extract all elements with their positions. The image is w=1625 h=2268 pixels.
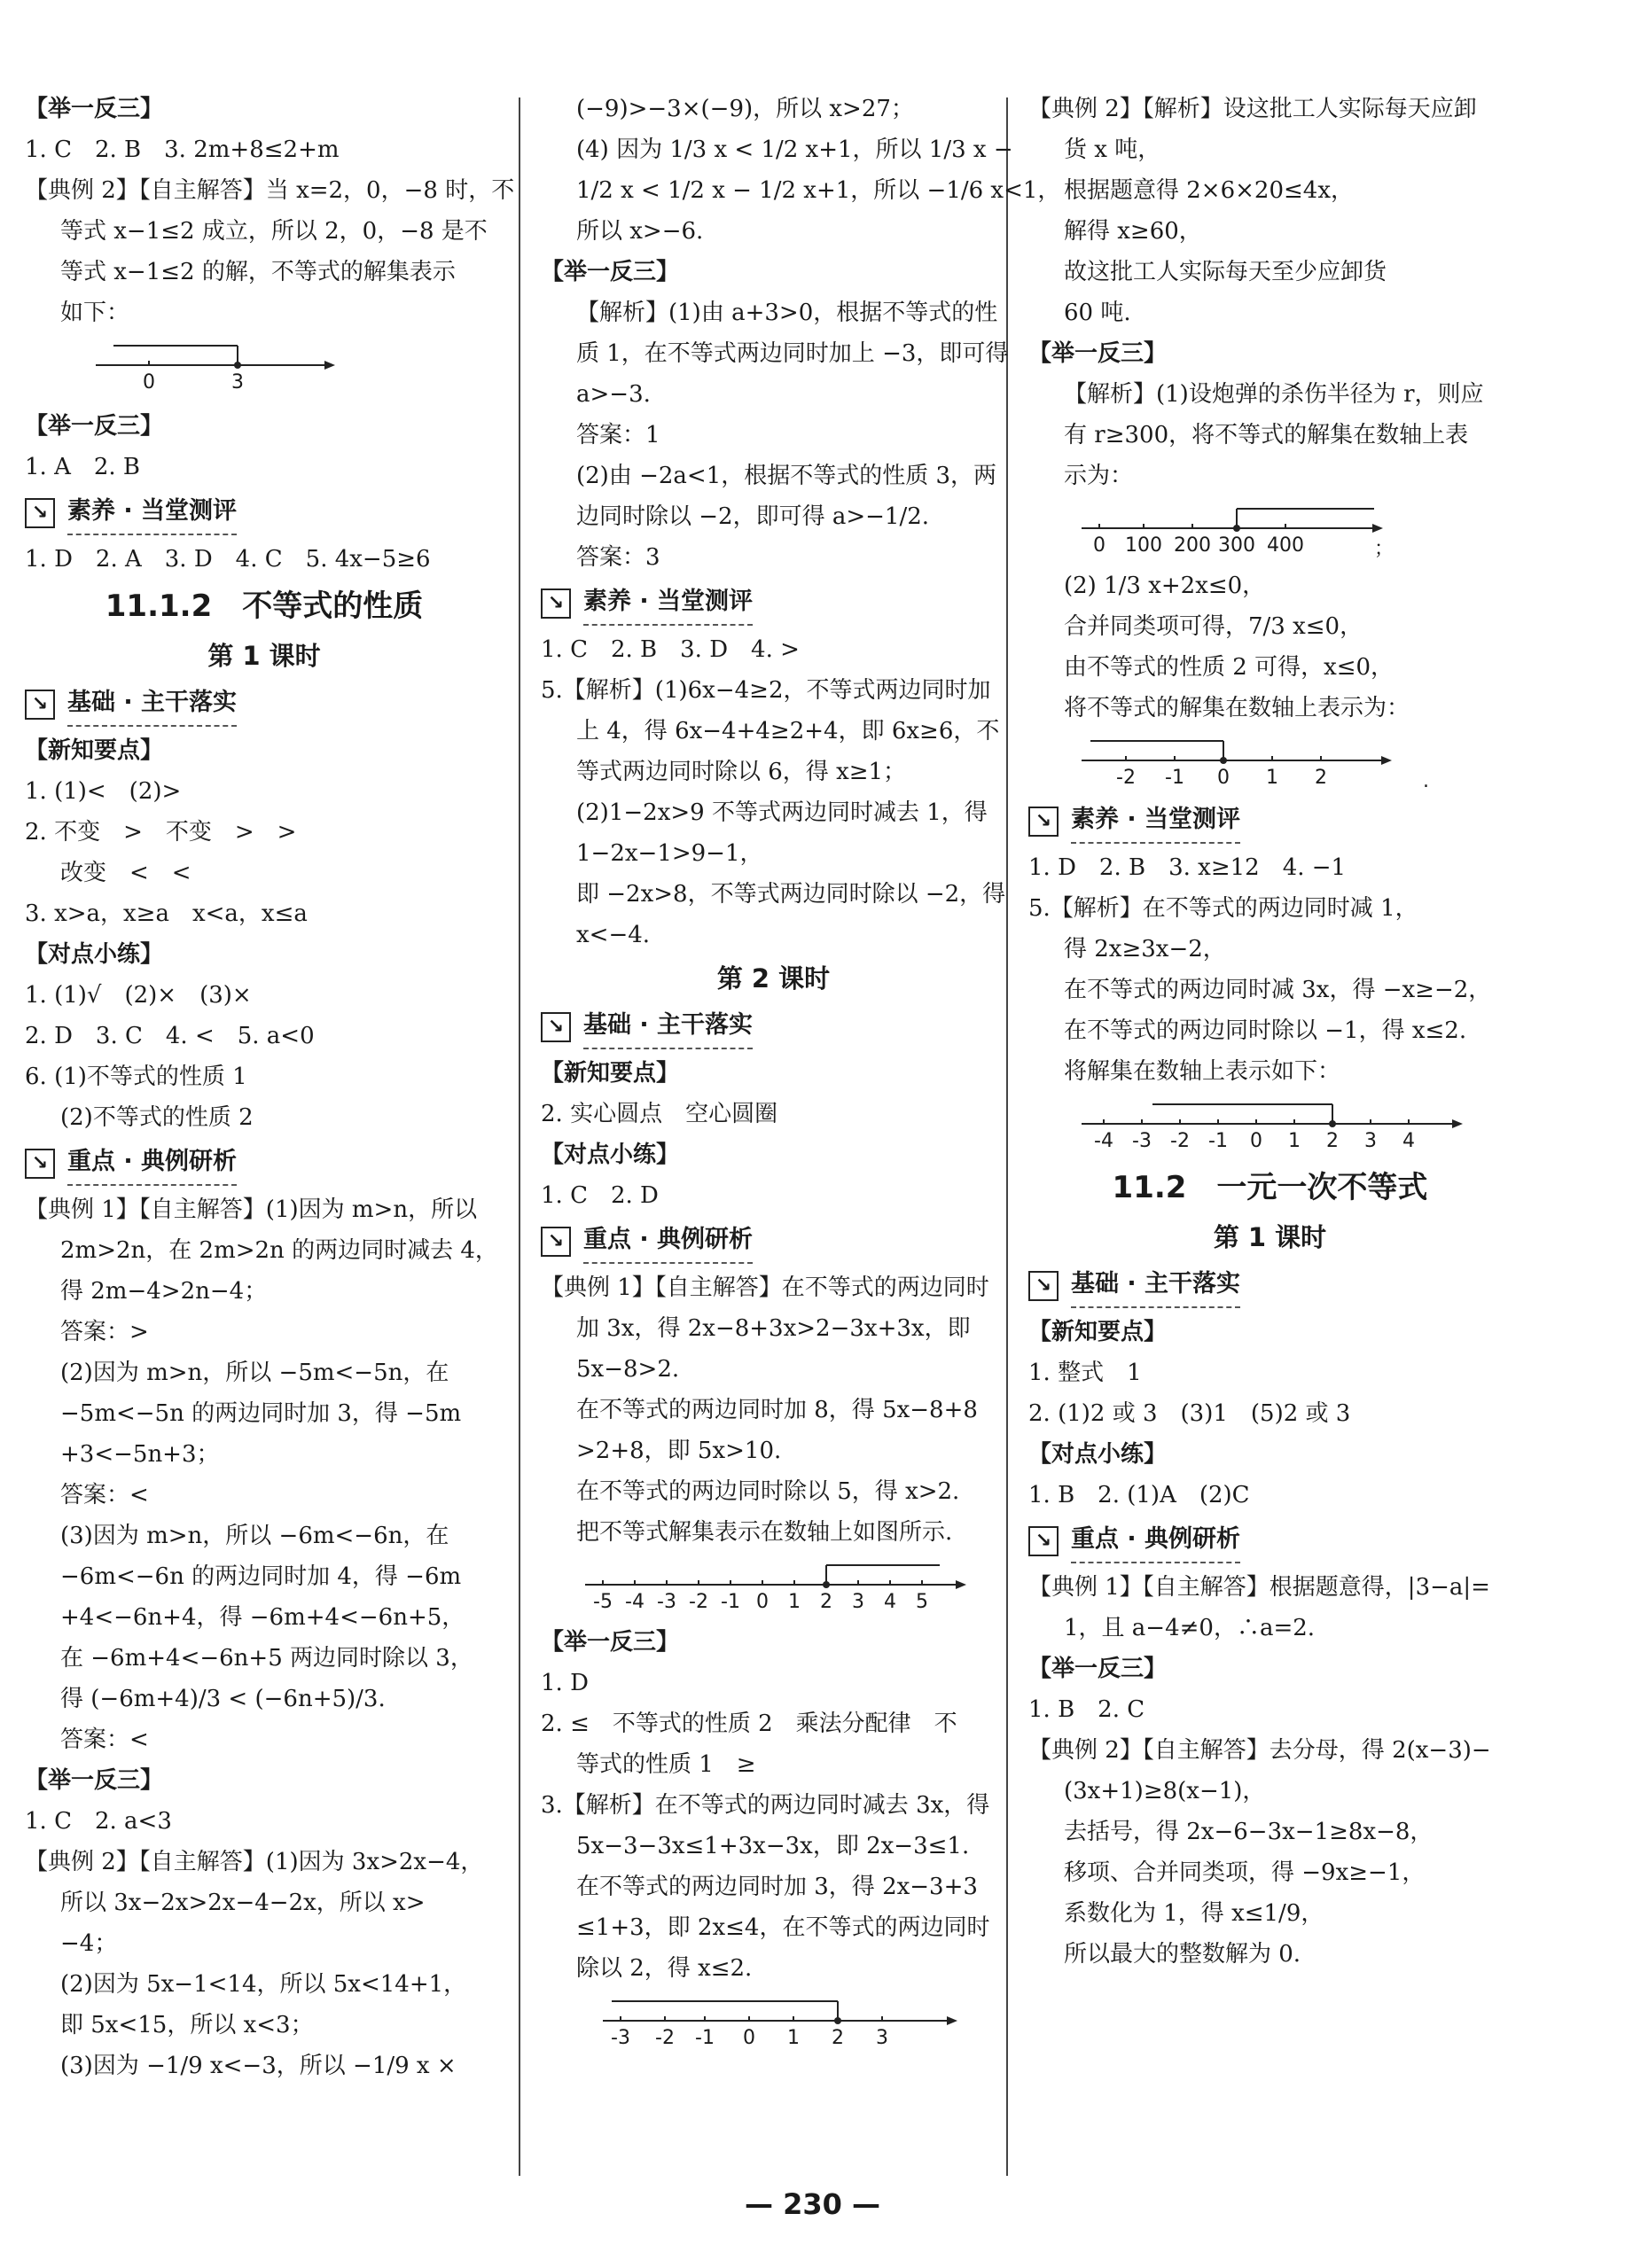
answer-line: 在不等式的两边同时减 3x，得 −x≥−2， (1064, 977, 1492, 1003)
tick-label: 0 (1093, 534, 1105, 557)
page-number: — 230 — (744, 2187, 881, 2221)
section-tag: 【对点小练】 (1028, 1441, 1168, 1468)
answer-line: 1. C 2. B 3. 2m+8≤2+m (25, 136, 340, 163)
section-header (541, 1003, 1006, 1051)
answer-line: 等式的性质 1 ≥ (576, 1751, 756, 1778)
answer-line: 在不等式的两边同时除以 −1，得 x≤2. (1064, 1017, 1467, 1044)
answer-line: (2)因为 5x−1<14，所以 5x<14+1， (60, 1971, 467, 1998)
section-header (25, 681, 504, 729)
answer-line: 将不等式的解集在数轴上表示为： (1064, 695, 1410, 721)
answer-line: (3)因为 −1/9 x<−3，所以 −1/9 x × (60, 2053, 457, 2079)
answer-line: 在不等式的两边同时加 8，得 5x−8+8 (576, 1397, 978, 1423)
tick-label: 2 (1315, 767, 1327, 789)
answer-line: 系数化为 1，得 x≤1/9， (1064, 1900, 1324, 1927)
answer-line: 1. C 2. B 3. D 4. > (541, 636, 800, 663)
answer-line: 【解析】(1)设炮弹的杀伤半径为 r，则应 (1064, 381, 1484, 408)
tick-label: 4 (884, 1591, 896, 1613)
answer-line: 【典例 2】【自主解答】去分母，得 2(x−3)− (1028, 1737, 1491, 1764)
number-line-suffix: ； (1373, 538, 1394, 560)
answer-line: 1. B 2. (1)A (2)C (1028, 1482, 1250, 1508)
tick-label: -1 (1165, 767, 1184, 789)
number-line-n3 (576, 1994, 966, 2053)
tick-label: -1 (695, 2027, 715, 2049)
answer-line: 【典例 2】【解析】设这批工人实际每天应卸 (1028, 96, 1477, 122)
arrow-icon: ↘ (25, 690, 55, 720)
answer-line: 5.【解析】(1)6x−4≥2，不等式两边同时加 (541, 677, 991, 704)
arrow-icon: ↘ (541, 1012, 571, 1042)
number-line-n2 (576, 1558, 966, 1617)
answer-line: 1/2 x < 1/2 x − 1/2 x+1，所以 −1/6 x<1， (576, 177, 1061, 204)
section-title: 基础 · 主干落实 (583, 1005, 753, 1049)
column-left (25, 89, 515, 2086)
tick-label: 100 (1125, 534, 1162, 557)
answer-line: +3<−5n+3； (60, 1441, 220, 1468)
number-line-suffix: . (1423, 770, 1429, 792)
answer-line: a>−3. (576, 381, 651, 408)
answer-line: −6m<−6n 的两边同时加 4，得 −6m (60, 1563, 462, 1590)
tick-label: 3 (876, 2027, 888, 2049)
answer-line: >2+8，即 5x>10. (576, 1438, 782, 1464)
answer-line: +4<−6n+4，得 −6m+4<−6n+5， (60, 1604, 465, 1631)
answer-line: 加 3x，得 2x−8+3x>2−3x+3x，即 (576, 1315, 971, 1342)
tick-label: -2 (1170, 1130, 1190, 1152)
answer-line: 答案：3 (576, 544, 660, 571)
answer-line: 1. (1)√ (2)× (3)× (25, 982, 252, 1009)
answer-line: (3)因为 m>n，所以 −6m<−6n，在 (60, 1523, 449, 1549)
section-tag: 【举一反三】 (1028, 1656, 1168, 1682)
answer-line: 1. C 2. D (541, 1182, 659, 1209)
answer-line: 有 r≥300，将不等式的解集在数轴上表 (1064, 422, 1469, 448)
section-title: 素养 · 当堂测评 (67, 491, 237, 535)
section-tag: 【举一反三】 (25, 413, 164, 440)
answer-line: 2. 不变 > 不变 > > (25, 819, 297, 846)
tick-label: 2 (820, 1591, 832, 1613)
section-tag: 【新知要点】 (25, 737, 164, 764)
tick-label: 4 (1402, 1130, 1415, 1152)
answer-line: 改变 < < (60, 860, 191, 886)
lesson-heading: 第 1 课时 (207, 641, 321, 671)
answer-line: 1. D (541, 1670, 589, 1696)
section-tag: 【举一反三】 (25, 96, 164, 122)
answer-line: 1. A 2. B (25, 454, 141, 480)
answer-line: 答案：< (60, 1482, 149, 1508)
answer-line: 在不等式的两边同时除以 5，得 x>2. (576, 1478, 960, 1505)
answer-line: 60 吨. (1064, 300, 1131, 326)
arrow-icon: ↘ (541, 588, 571, 619)
answer-line: 得 2m−4>2n−4； (60, 1278, 268, 1305)
section-title: 基础 · 主干落实 (67, 682, 237, 727)
number-line-n5 (1064, 734, 1436, 792)
answer-line: 【典例 1】【自主解答】(1)因为 m>n，所以 (25, 1196, 478, 1223)
answer-line: 解得 x≥60， (1064, 218, 1202, 245)
answer-line: 1. (1)< (2)> (25, 778, 182, 805)
section-title: 重点 · 典例研析 (583, 1220, 753, 1264)
answer-line: 5.【解析】在不等式的两边同时减 1， (1028, 895, 1418, 922)
answer-line: 上 4，得 6x−4+4≥2+4，即 6x≥6，不 (576, 718, 1000, 744)
tick-label: 1 (1288, 1130, 1301, 1152)
answer-line: (4) 因为 1/3 x < 1/2 x+1，所以 1/3 x − (576, 136, 1013, 163)
number-line-n6 (1064, 1097, 1472, 1156)
section-tag: 【举一反三】 (25, 1767, 164, 1794)
answer-line: (3x+1)≥8(x−1)， (1064, 1778, 1266, 1804)
section-tag: 【举一反三】 (541, 259, 680, 285)
answer-line: 2. D 3. C 4. < 5. a<0 (25, 1023, 315, 1049)
answer-line: −5m<−5n 的两边同时加 3，得 −5m (60, 1400, 462, 1427)
arrow-icon: ↘ (1028, 807, 1059, 837)
tick-label: 3 (852, 1591, 864, 1613)
answer-line: 【解析】(1)由 a+3>0，根据不等式的性 (576, 300, 998, 326)
tick-label: 0 (1250, 1130, 1262, 1152)
tick-label: -3 (1132, 1130, 1152, 1152)
section-tag: 【新知要点】 (541, 1060, 680, 1087)
tick-label: -3 (611, 2027, 630, 2049)
tick-label: -1 (1208, 1130, 1228, 1152)
answer-line: 【典例 1】【自主解答】根据题意得，|3−a|= (1028, 1574, 1490, 1601)
arrow-icon: ↘ (1028, 1271, 1059, 1301)
tick-label: -4 (1094, 1130, 1113, 1152)
chapter-heading: 11.1.2 不等式的性质 (105, 588, 424, 624)
section-tag: 【举一反三】 (541, 1629, 680, 1656)
answer-line: 移项、合并同类项，得 −9x≥−1， (1064, 1859, 1426, 1886)
answer-line: 2m>2n，在 2m>2n 的两边同时减去 4， (60, 1237, 498, 1264)
tick-label: 300 (1218, 534, 1255, 557)
answer-line: (2)不等式的性质 2 (60, 1104, 254, 1131)
answer-line: 除以 2，得 x≤2. (576, 1955, 753, 1982)
column-divider-1 (519, 97, 520, 2176)
answer-line: 2. 实心圆点 空心圆圈 (541, 1101, 778, 1127)
section-tag: 【举一反三】 (1028, 340, 1168, 367)
section-header (1028, 1262, 1512, 1310)
column-divider-2 (1006, 97, 1008, 2176)
section-header (1028, 1517, 1512, 1565)
answer-line: 边同时除以 −2，即可得 a>−1/2. (576, 503, 930, 530)
tick-label: 2 (832, 2027, 844, 2049)
column-middle (541, 89, 1061, 2058)
answer-line: 1. B 2. C (1028, 1696, 1145, 1723)
tick-label: -1 (721, 1591, 740, 1613)
answer-line: 答案：< (60, 1726, 149, 1753)
answer-line: 3.【解析】在不等式的两边同时减去 3x，得 (541, 1792, 990, 1819)
answer-line: 根据题意得 2×6×20≤4x， (1064, 177, 1354, 204)
answer-line: 故这批工人实际每天至少应卸货 (1064, 259, 1387, 285)
tick-label: -4 (625, 1591, 645, 1613)
answer-line: 由不等式的性质 2 可得，x≤0， (1064, 654, 1395, 681)
answer-line: 答案：> (60, 1319, 149, 1345)
tick-label: 1 (1266, 767, 1278, 789)
tick-label: 200 (1174, 534, 1211, 557)
arrow-icon: ↘ (541, 1227, 571, 1257)
answer-line: 得 (−6m+4)/3 < (−6n+5)/3. (60, 1686, 386, 1712)
arrow-icon: ↘ (25, 498, 55, 528)
answer-line: (2)因为 m>n，所以 −5m<−5n，在 (60, 1360, 449, 1386)
answer-line: −4； (60, 1930, 118, 1957)
answer-line: (2)1−2x>9 不等式两边同时减去 1，得 (576, 799, 988, 826)
section-header (1028, 798, 1512, 846)
section-header (541, 1218, 1006, 1266)
answer-line: x<−4. (576, 922, 651, 948)
answer-line: 3. x>a，x≥a x<a，x≤a (25, 900, 308, 927)
tick-label: -2 (1116, 767, 1136, 789)
answer-line: 得 2x≥3x−2， (1064, 936, 1226, 963)
answer-line: 【典例 2】【自主解答】(1)因为 3x>2x−4， (25, 1849, 484, 1875)
answer-line: 即 −2x>8，不等式两边同时除以 −2，得 (576, 881, 1006, 908)
answer-line: 所以 x>−6. (576, 218, 704, 245)
answer-line: 在 −6m+4<−6n+5 两边同时除以 3， (60, 1645, 473, 1672)
number-line-n1 (60, 339, 344, 401)
tick-label: -3 (657, 1591, 676, 1613)
answer-line: (2)由 −2a<1，根据不等式的性质 3，两 (576, 463, 997, 489)
tick-label: 3 (1364, 1130, 1377, 1152)
tick-label: 0 (743, 2027, 755, 2049)
lesson-heading: 第 1 课时 (1213, 1222, 1327, 1252)
tick-label: -2 (689, 1591, 708, 1613)
section-title: 素养 · 当堂测评 (1071, 799, 1240, 844)
answer-line: ≤1+3，即 2x≤4，在不等式的两边同时 (576, 1914, 990, 1941)
answer-line: 2. ≤ 不等式的性质 2 乘法分配律 不 (541, 1711, 957, 1737)
answer-line: 【典例 1】【自主解答】在不等式的两边同时 (541, 1274, 989, 1301)
section-tag: 【新知要点】 (1028, 1319, 1168, 1345)
answer-line: 质 1，在不等式两边同时加上 −3，即可得 (576, 340, 1009, 367)
section-header (25, 489, 504, 537)
arrow-icon: ↘ (25, 1149, 55, 1179)
tick-label: -5 (593, 1591, 613, 1613)
answer-line: 示为： (1064, 463, 1134, 489)
section-header (25, 1140, 504, 1188)
tick-label: 400 (1267, 534, 1304, 557)
answer-line: 合并同类项可得，7/3 x≤0， (1064, 613, 1363, 640)
answer-line: 答案：1 (576, 422, 660, 448)
answer-line: 货 x 吨， (1064, 136, 1161, 163)
tick-label: 0 (143, 371, 155, 394)
section-title: 基础 · 主干落实 (1071, 1264, 1240, 1308)
answer-line: (2) 1/3 x+2x≤0， (1064, 573, 1266, 599)
tick-label: 2 (1326, 1130, 1339, 1152)
tick-label: 3 (231, 371, 244, 394)
number-line-n4 (1064, 502, 1401, 560)
section-header (541, 580, 1006, 627)
answer-line: (−9)>−3×(−9)，所以 x>27； (576, 96, 914, 122)
section-tag: 【对点小练】 (541, 1142, 680, 1168)
section-title: 素养 · 当堂测评 (583, 581, 753, 626)
section-title: 重点 · 典例研析 (67, 1142, 237, 1186)
answer-line: 【典例 2】【自主解答】当 x=2，0，−8 时，不 (25, 177, 515, 204)
lesson-heading: 第 2 课时 (716, 963, 831, 994)
answer-line: 即 5x<15，所以 x<3； (60, 2012, 314, 2038)
tick-label: 0 (756, 1591, 769, 1613)
answer-line: 等式两边同时除以 6，得 x≥1； (576, 759, 907, 785)
answer-line: 1. D 2. B 3. x≥12 4. −1 (1028, 854, 1347, 881)
answer-line: 1. C 2. a<3 (25, 1808, 172, 1835)
answer-line: 所以 3x−2x>2x−4−2x，所以 x> (60, 1890, 426, 1916)
arrow-icon: ↘ (1028, 1526, 1059, 1556)
tick-label: 1 (788, 1591, 801, 1613)
answer-line: 所以最大的整数解为 0. (1064, 1941, 1301, 1968)
answer-line: 将解集在数轴上表示如下： (1064, 1058, 1341, 1085)
answer-line: 1，且 a−4≠0，∴a=2. (1064, 1615, 1316, 1641)
column-right (1028, 89, 1512, 1975)
answer-line: 把不等式解集表示在数轴上如图所示. (576, 1519, 953, 1546)
answer-line: 等式 x−1≤2 成立，所以 2，0，−8 是不 (60, 218, 488, 245)
answer-line: 1−2x−1>9−1， (576, 840, 763, 867)
answer-line: 1. D 2. A 3. D 4. C 5. 4x−5≥6 (25, 546, 431, 573)
answer-line: 在不等式的两边同时加 3，得 2x−3+3 (576, 1874, 978, 1900)
answer-line: 1. 整式 1 (1028, 1360, 1142, 1386)
tick-label: -2 (655, 2027, 675, 2049)
tick-label: 5 (916, 1591, 928, 1613)
section-title: 重点 · 典例研析 (1071, 1519, 1240, 1563)
answer-line: 5x−8>2. (576, 1356, 680, 1383)
answer-line: 去括号，得 2x−6−3x−1≥8x−8， (1064, 1819, 1434, 1845)
answer-line: 等式 x−1≤2 的解，不等式的解集表示 (60, 259, 456, 285)
answer-line: 5x−3−3x≤1+3x−3x，即 2x−3≤1. (576, 1833, 970, 1859)
chapter-heading: 11.2 一元一次不等式 (1112, 1170, 1428, 1205)
answer-line: 2. (1)2 或 3 (3)1 (5)2 或 3 (1028, 1400, 1351, 1427)
section-tag: 【对点小练】 (25, 941, 164, 968)
tick-label: 1 (787, 2027, 800, 2049)
answer-line: 6. (1)不等式的性质 1 (25, 1064, 247, 1090)
answer-line: 如下： (60, 300, 130, 326)
tick-label: 0 (1217, 767, 1230, 789)
